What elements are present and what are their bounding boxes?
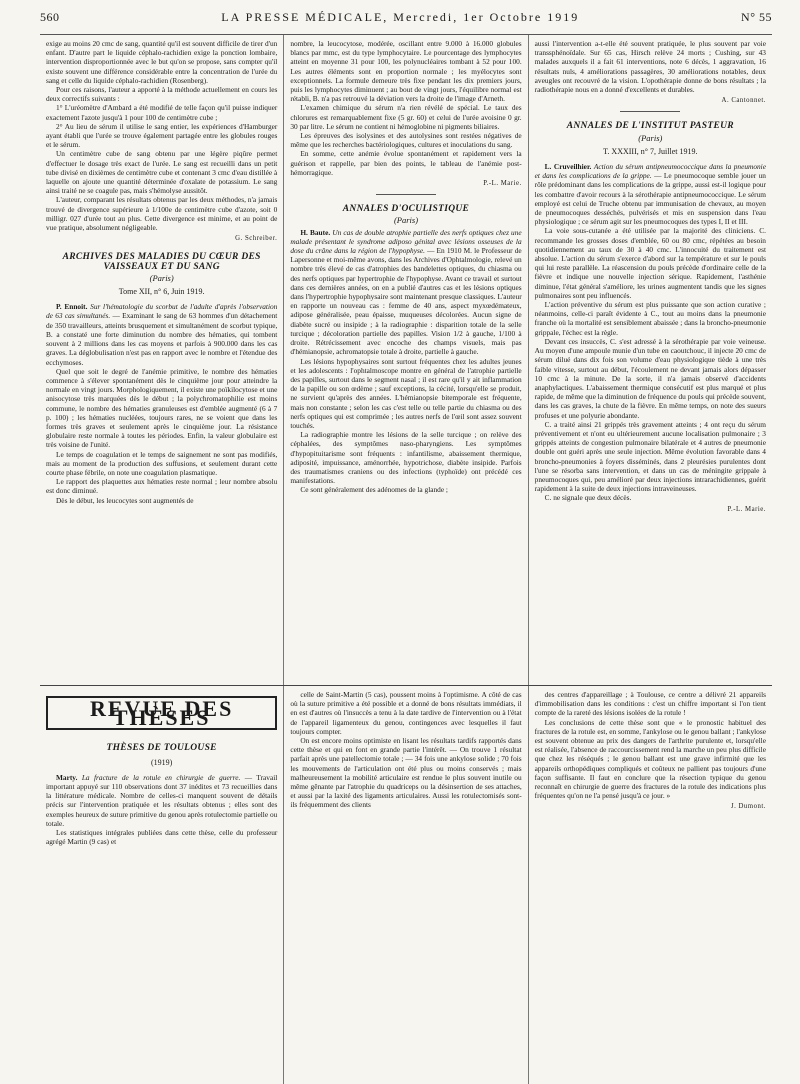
paragraph: En somme, cette anémie évolue spontanément et rapidement vers la guérison et rappelle, par bien des points, le tableau de l'anémie post-hémorragique.	[290, 149, 522, 177]
page-number: 560	[40, 9, 60, 24]
journal-title: LA PRESSE MÉDICALE, Mercredi, 1er Octobre 1919	[221, 9, 580, 24]
section-city: (Paris)	[638, 132, 663, 143]
paragraph: L'examen chimique du sérum n'a rien révélé de spécial. Le taux des chlorures est remarquablement fixe (5 gr. 60) et celui de l'urée avoisine 0 gr. 30 par litre. Le sérum ne contient ni hémoglobine ni pigments biliaires.	[290, 103, 522, 131]
section-meta: Tome XII, n° 6, Juin 1919.	[118, 287, 205, 297]
article-author: L. Cruveilhier.	[544, 162, 592, 172]
signature: P.-L. Marie.	[727, 505, 766, 513]
section-city: (Paris)	[149, 272, 174, 283]
paragraph: C. ne signale que deux décès.	[544, 493, 632, 503]
article-abstract	[46, 773, 277, 828]
paragraph: La voie sous-cutanée a été utilisée par la majorité des cliniciens. C. recommande les grosses doses d'emblée, 60 ou 80 cmc, répétées au besoin quotidiennement au taux de 30 à 40 cmc. L'innocuité du traitement est absolue. L'action du sérum s'exerce d'abord sur la température et sur le pouls qui lui reste parallèle. La réascension du pouls précède d'ordinaire celle de la fièvre et indique une nouvelle injection sérique. Rapidement, l'asthénie diminue, l'état général s'améliore, les urines augmentent tandis que les signes pulmonaires sont peu influencés.	[534, 226, 766, 300]
separator-rule	[620, 111, 680, 112]
signature: P.-L. Marie.	[483, 180, 522, 188]
signature: G. Schreiber.	[235, 235, 278, 243]
signature: A. Cantonnet.	[721, 97, 766, 105]
paragraph: Le rapport des plaquettes aux hématies reste normal ; leur nombre absolu est donc diminué.	[46, 477, 278, 496]
column-1	[40, 35, 283, 685]
theses-column-1	[40, 686, 283, 1084]
paragraph: 1° L'uréomètre d'Ambard a été modifié de telle façon qu'il puisse indiquer exactement l'azote jusqu'à 1 pour 100 de centimètre cube ;	[46, 103, 278, 122]
paragraph: nombre, la leucocytose, modérée, oscillant entre 9.000 à 16.000 globules blancs par mmc, est du type lymphocytaire. Le pourcentage des lymphocytes atteint en moyenne 31 pour 100, les polynucléaires tombant à 52 pour 100. Les autres éléments sont en proportion normale ; les myélocytes sont exceptionnels. La formule demeure très fixe pendant les dix premiers jours, puis les lymphocytes diminuent ; au bout de vingt jours, l'équilibre normal est rétabli, B. n'a pas retrouvé la déviation vers la droite de l'image d'Arneth.	[290, 39, 522, 104]
issue-number: N° 55	[741, 9, 772, 24]
paragraph: celle de Saint-Martin (5 cas), poussent moins à l'optimisme. A côté de cas où la suture primitive a été possible et a donné de bons résultats immédiats, il en est d'autres où l'insuccès a tenu à la date tardive de l'intervention ou à l'état de l'appareil ligamenteux du genou, contingences avec lesquelles il faut toujours compter.	[290, 690, 522, 736]
theses-column-2	[283, 686, 527, 1084]
paragraph: Le temps de coagulation et le temps de saignement ne sont pas modifiés, mais au moment de la production des suffusions, et seulement durant cette courte phase fébrile, on note une coagulation plasmatique.	[46, 449, 278, 477]
article-abstract	[290, 228, 521, 357]
paragraph: Quel que soit le degré de l'anémie primitive, le nombre des hématies commence à s'élever spontanément dès le cinquième jour pour atteindre la normale en vingt jours. Morphologiquement, il existe une poïkilocytose et une anisocytose très marquées dès le début ; la polychromatophilie est moins commune, le nombre des hématies granuleuses est d'emblée augmenté (6 à 7 p. 100) ; les hématies nucléées, toujours rares, ne se voient que dans les formes très graves et seulement après le cinquième jour. La résistance globulaire reste normale à toutes les périodes. Enfin, la valeur globulaire est très voisine de l'unité.	[46, 366, 278, 450]
paragraph: Les lésions hypophysaires sont surtout fréquentes chez les adultes jeunes et les adolescents : l'ophtalmoscope montre en général de l'atrophie partielle des papilles, surtout dans le segment nasal ; il est rare qu'il y ait inflammation de la papille ou son œdème ; sauf exceptions, la cécité, lorsqu'elle se produit, ne survient qu'après des années. L'hémianopsie bitemporale est fréquente, mais non constante ; selon les cas c'est telle ou telle partie du chiasma ou des nerfs optiques qui est comprimée ; les autres nerfs de l'œil sont assez souvent touchés.	[290, 356, 522, 430]
article-author: Marty.	[56, 772, 78, 782]
paragraph: aussi l'intervention a-t-elle été souvent pratiquée, le plus souvent par voie transsphénoïdale. Sur 65 cas, Hirsch relève 24 morts ; Cushing, sur 43 malades auxquels il a fait 61 interventions, note 6 décès, 1 aggravation, 16 résultats nuls, 4 améliorations passagères, 30 améliorations notables, deux aveugles ont recouvré de la vision. L'opothérapie donne de bons résultats ; la radiothérapie nous en a donné d'excellents et durables.	[534, 39, 766, 95]
section-city: (Paris)	[393, 215, 419, 226]
article-title: Sur l'hématologie du scorbut de l'adulte d'après l'observation de 63 cas simultanés.	[46, 302, 278, 321]
paragraph: Ce sont généralement des adénomes de la glande ;	[300, 485, 448, 495]
column-3	[528, 35, 772, 685]
paragraph: C. a traité ainsi 21 grippés très gravement atteints ; 4 ont reçu du sérum préventivement et n'ont eu ultérieurement aucune localisation pulmonaire ; 3 grippés atteints de congestion pulmonaire bilatérale et 4 autres de pneumonie double ont guéri après une seule injection. Même évolution favorable dans 4 broncho-pneumonies à foyers disséminés, dans 2 pleurésies purulentes dont l'une se résorba sans intervention, et dans un cas de méningite grippale à pneumocoques qui, peu amélioré par deux injections intrarachidiennes, guérit rapidement à la suite de deux injections intraveineuses.	[534, 419, 766, 494]
article-abstract	[46, 302, 277, 366]
section-title: THÈSES DE TOULOUSE	[106, 743, 217, 754]
paragraph: 2° Au lieu de sérum il utilise le sang entier, les expériences d'Hamburger ayant établi que l'urée se trouve également partagée entre les globules rouges et le sérum.	[46, 121, 278, 150]
paragraph: Les conclusions de cette thèse sont que « le pronostic habituel des fractures de la rotule est, en somme, l'ankylose ou le genou ballant ; l'ankylose est souvent obtenue au prix des dangers de l'arthrite purulente et, lorsqu'elle est réalisée, l'absence de raccourcissement rend la marche un peu plus difficile que chez les réséqués ; le genou ballant est une grave infirmité que les appareils orthopédiques compliqués et coûteux ne pallient pas toujours d'une façon suffisante. Il faut en conclure que la résection typique du genou reconnaît en chirurgie de guerre des fractures de la rotule des indications plus fréquentes qu'on ne l'a pensé jusqu'à ce jour. »	[534, 717, 766, 801]
separator-rule	[376, 194, 436, 195]
paragraph: L'auteur, comparant les résultats obtenus par les deux méthodes, n'a jamais trouvé de divergence supérieure à 1/100e de centimètre cube d'azote, soit 0 milligr. 027 d'urée tout au plus. Cette divergence est minime, et au point de vue pratique, absolument négligeable.	[46, 195, 278, 233]
section-title: ANNALES D'OCULISTIQUE	[342, 204, 470, 215]
paragraph: Un centimètre cube de sang obtenu par une légère piqûre permet d'effectuer le dosage très exact de l'urée. Le sang est recueilli dans un petit tube divisé en dixièmes de centimètre cube et contenant 3 cmc d'eau distillée à laquelle on ajoute une quantité déterminée d'oxalate de potassium. Le sang ainsi traité ne se coagule pas, mais s'hémolyse aussitôt.	[46, 149, 278, 196]
article-text: — Le pneumocoque semble jouer un rôle prédominant dans les complications de la grippe, aussi est-il logique pour les combattre d'avoir recours à la sérothérapie antipneumococcique. Le sérum employé est celui de Truche obtenu par immunisation de chevaux, au moyen de pneumocoques desséchés, pulvérisés et mis en suspension dans l'eau physiologique ; ce sérum agit sur les pneumocoques des types I, II et III.	[534, 171, 766, 227]
page-header	[40, 0, 772, 35]
section-meta: T. XXXIII, n° 7, Juillet 1919.	[603, 146, 698, 156]
article-abstract	[535, 162, 766, 226]
paragraph: On est encore moins optimiste en lisant les résultats tardifs rapportés dans cette thèse et qui en font en grande partie l'intérêt. — On trouve 1 résultat parfait après une patellectomie totale ; — 34 fois une ankylose solide ; 70 fois les mouvements de l'articulation ont été plus ou moins conservés ; mais malheureusement la mobilité articulaire est rendue le plus souvent inutile ou même gênante par l'atrophie du quadriceps ou la désinsertion de ses attaches, et aussi par la laxité des ligaments articulaires. Aussi les rotulectomisés sont-ils fréquemment des clients	[290, 736, 522, 810]
theses-column-3	[528, 686, 772, 1084]
paragraph: des centres d'appareillage ; à Toulouse, ce centre a délivré 21 appareils d'immobilisation dans les conditions : c'est un chiffre important si l'on tient compte de la rareté des lésions isolées de la rotule !	[534, 690, 766, 718]
article-text: — En 1910 M. le Professeur de Lapersonne et moi-même avons, dans les Archives d'Ophtalmologie, relevé un nombre très élevé de cas d'atrophies des bandelettes optiques, du chiasma ou des nerfs optiques par hypertrophie de l'hypophyse. Avant ce travail et surtout dans ces dernières années, on en a publié d'autres cas et les lésions optiques dans l'hypertrophie hypophysaire sont maintenant presque classiques. L'auteur en rapporte un nouveau cas : femme de 40 ans, aspect myxœdémateux, adipose généralisée, peau épaisse, muqueuses décolorées. Aucun signe de diabète sucré ou insipide ; à la radiographie : disparition totale de la selle turcique ; décoloration partielle des papilles. Vision 1/2 à gauche, 1/100 à droite. Rétrécissement avec encoche des champs visuels, mais pas d'hémianopsie, achromatopsie totale à droite, partielle à gauche.	[290, 246, 522, 357]
paragraph: exige au moins 20 cmc de sang, quantité qu'il est souvent difficile de tirer d'un enfant. D'autre part le liquide céphalo-rachidien exige la ponction lombaire, intervention disproportionnée avec le but qu'on se propose, sans compter qu'il existe souvent une différence considérable entre la concentration de l'urée du sang et celle du liquide céphalo-rachidien (Rosenberg).	[46, 39, 278, 85]
section-title: ARCHIVES DES MALADIES DU CŒUR DES VAISSEAUX ET DU SANG	[62, 252, 261, 272]
top-section	[40, 35, 772, 686]
article-title: Action du sérum antipneumococcique dans la pneumonie et dans les complications de la grippe.	[534, 162, 766, 181]
paragraph: Dès le début, les leucocytes sont augmentés de	[56, 495, 194, 505]
section-title: ANNALES DE L'INSTITUT PASTEUR	[566, 121, 734, 132]
section-year: (1919)	[151, 757, 173, 767]
column-2	[283, 35, 527, 685]
theses-section	[40, 686, 772, 1084]
paragraph: Les épreuves des isolysines et des autolysines sont restées négatives de même que les recherches bactériologiques, cultures et inoculations du sang.	[290, 131, 522, 150]
article-title: La fracture de la rotule en chirurgie de guerre.	[81, 772, 241, 782]
paragraph: Devant ces insuccès, C. s'est adressé à la sérothérapie par voie veineuse. Au moyen d'une ampoule munie d'un tube en caoutchouc, il injecte 20 cmc de sérum dilué dans dix fois son volume d'eau physiologique tiède à une très faible vitesse, surtout au début, l'écoulement ne devant jamais alors dépasser 10 cmc à la minute. De la sorte, il n'a jamais observé d'accidents anaphylactiques. L'abaissement thermique consécutif est plus marqué et plus rapide, de même que la diminution de fréquence du pouls qui précède souvent, dans les cas graves, la chute de la fièvre. En même temps, on note des sueurs profuses et une polyurie abondante.	[534, 336, 766, 420]
paragraph: La radiographie montre les lésions de la selle turcique ; on relève des céphalées, des symptômes naso-pharyngiens. Les symptômes d'hypopituitarisme sont fréquents : infantilisme, abaissement thermique, adiposité, impuissance, aménorrhée, hypotrichose, diabète insipide. Parfois des traumatismes craniens ou des infections (typhoïde) ont précédé ces manifestations.	[290, 430, 522, 486]
signature: J. Dumont.	[730, 803, 766, 811]
article-title: Un cas de double atrophie partielle des nerfs optiques chez une malade présentant le syndrome adiposo génital avec lésions osseuses de la dose du crâne dans la région de l'hypophyse.	[290, 227, 522, 256]
paragraph: L'action préventive du sérum est plus puissante que son action curative ; néanmoins, celle-ci paraît évidente à C., tout au moins dans la pneumonie franche où la mortalité est sensiblement abaissée ; dans la broncho-pneumonie grippale, l'échec est la règle.	[534, 300, 766, 337]
article-text: — Examinant le sang de 63 hommes d'un détachement de 350 travailleurs, atteints brusquement et simultanément de scorbut typique, B. a constaté une forte diminution du nombre des hématies, qui tombent souvent à 2 millions dans les cas moyens et parfois à 900.000 dans les cas graves. La déglobulisation n'est pas en rapport avec le nombre et l'étendue des ecchymoses.	[46, 311, 278, 367]
article-author: H. Baute.	[300, 227, 331, 237]
paragraph: Pour ces raisons, l'auteur a apporté à la méthode actuellement en cours les deux correctifs suivants :	[46, 85, 278, 104]
article-text: — Travail important appuyé sur 110 observations dont 37 inédites et 73 recueillies dans la littérature médicale. Nombre de celles-ci manquent souvent de détails précis sur l'intervention pratiquée et les résultats obtenus ; elles sont des exemples heureux de suture primitive du genou après rotulectomie partielle ou totale.	[46, 772, 278, 828]
section-banner: REVUE DES THÈSES	[46, 696, 277, 730]
article-author: P. Ennoit.	[56, 302, 88, 312]
paragraph: Les statistiques intégrales publiées dans cette thèse, celle du professeur agrégé Martin (9 cas) et	[46, 828, 278, 847]
